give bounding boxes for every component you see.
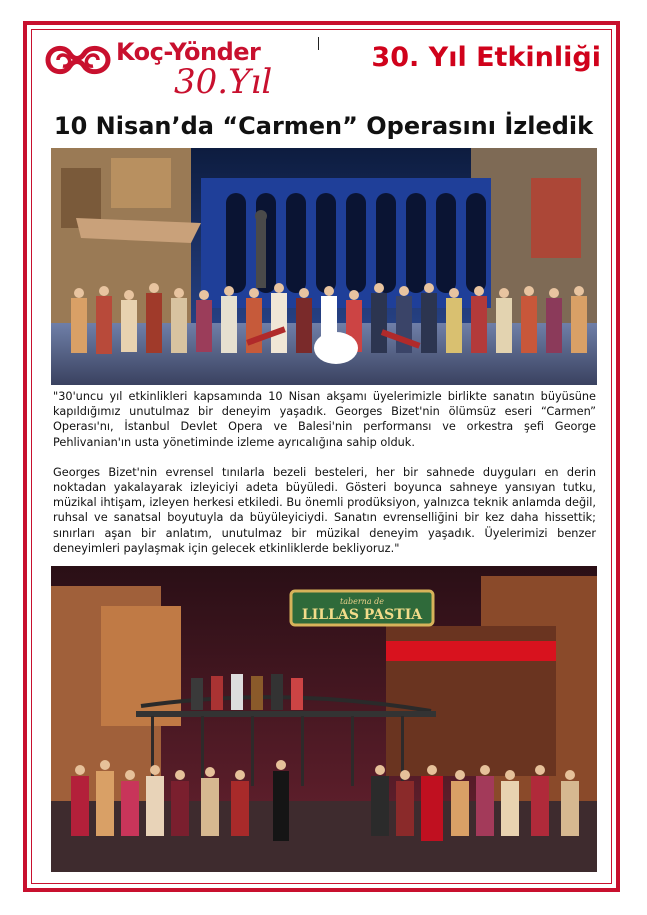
opera-stage-photo-2 [51, 566, 597, 872]
stage-sign-small-text: taberna de [340, 597, 384, 606]
stage-sign-text: LILLAS PASTIA [301, 607, 423, 623]
article-paragraph-2: Georges Bizet'nin evrensel tınılarla bezeli besteleri, her bir sahnede duyguları en derin noktadan yakalayarak izleyiciyi adeta büyüledi. Gösteri boyunca sahneye yansıyan tutku, müzikal ihtişam, izleyen herkesi etkiledi. Bu önemli prodüksiyon, yalnızca teknik anlamda değil, ruhsal ve sanatsal boyutuyla da büyüleyiciydi. Sanatın evrenselliğini bir kez daha hissettik; sınırları aşan bir anlatım, unutulmaz bir müzikal deneyim yaşadık. Üyelerimizi benzer deneyimleri paylaşmak için gelecek etkinliklerde bekliyoruz." [53, 465, 596, 555]
event-title: 30. Yıl Etkinliği [371, 42, 601, 73]
article-paragraph-1: "30'uncu yıl etkinlikleri kapsamında 10 Nisan akşamı üyelerimizle birlikte sanatın büyüsüne kapıldığımız unutulmaz bir deneyim yaşadık. Georges Bizet'nin ölümsüz eseri “Carmen” Operası'nı, İstanbul Devlet Opera ve Balesi'nin performansı ve orkestra şefi George Pehlivanian'ın usta yönetiminde izleme ayrıcalığına sahip olduk. [53, 390, 596, 449]
koc-yonder-logo [44, 38, 294, 110]
opera-stage-photo-1 [51, 148, 597, 385]
article-body [53, 389, 596, 571]
article-headline: 10 Nisan’da “Carmen” Operasını İzledik [53, 112, 594, 140]
text-cursor [318, 37, 319, 50]
brand-name: Koç-Yönder [116, 38, 261, 66]
brand-anniversary: 30.Yıl [174, 62, 273, 102]
logo-mark-icon [44, 40, 114, 80]
